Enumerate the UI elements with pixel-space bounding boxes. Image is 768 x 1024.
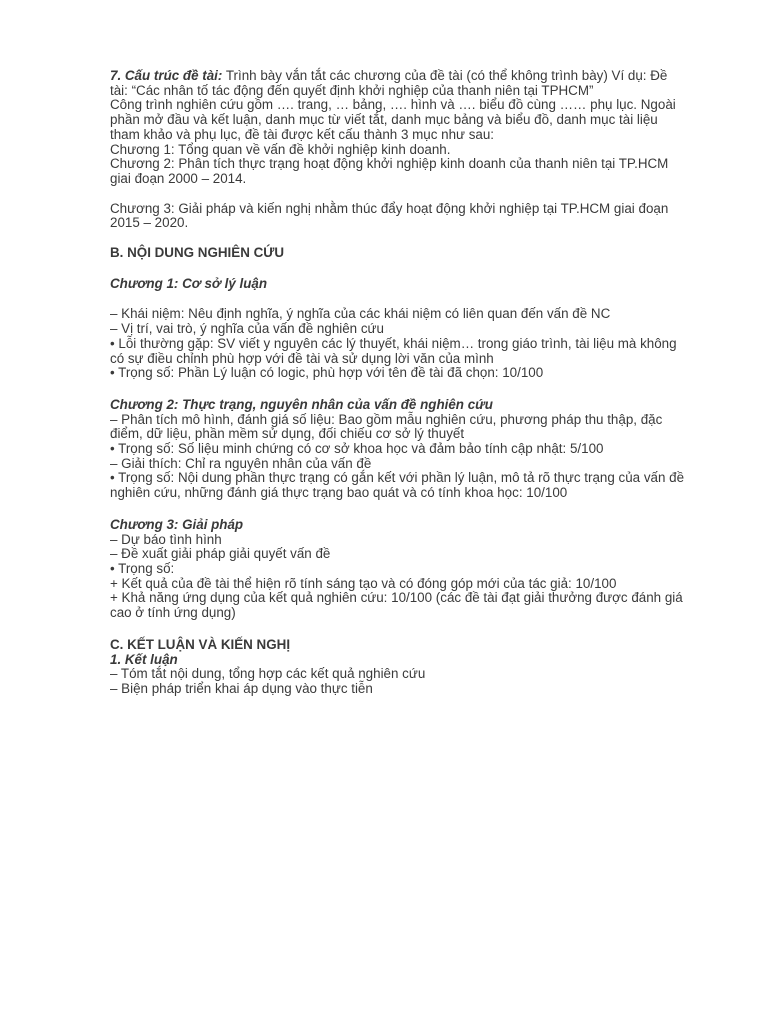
list-item: • Trọng số: Phần Lý luận có logic, phù hợp với tên đề tài đã chọn: 10/100 xyxy=(110,365,544,381)
list-item: • Lỗi thường gặp: SV viết y nguyên các lý thuyết, khái niệm… trong giáo trình, tài liệu mà không xyxy=(110,335,677,351)
list-item: – Tóm tắt nội dung, tổng hợp các kết quả nghiên cứu xyxy=(110,666,426,682)
list-item: + Khả năng ứng dụng của kết quả nghiên cứu: 10/100 (các đề tài đạt giải thưởng được đánh giá xyxy=(110,590,683,606)
document-page xyxy=(110,69,695,697)
spacer xyxy=(110,501,695,518)
spacer xyxy=(110,187,695,202)
list-item: có sự điều chỉnh phù hợp với đề tài và sử dụng lời văn của mình xyxy=(110,350,494,366)
chapter-title: Chương 2: Thực trạng, nguyên nhân của vấn đề nghiên cứu xyxy=(110,396,493,412)
list-item: – Dự báo tình hình xyxy=(110,531,222,547)
list-item: – Vị trí, vai trò, ý nghĩa của vấn đề nghiên cứu xyxy=(110,321,384,337)
paragraph-line: Công trình nghiên cứu gồm …. trang, … bảng, …. hình và …. biểu đồ cùng …… phụ lục. Ngoài xyxy=(110,97,676,113)
paragraph-line: tham khảo và phụ lục, đề tài được kết cấu thành 3 mục như sau: xyxy=(110,126,495,142)
chapter-title: Chương 1: Cơ sở lý luận xyxy=(110,275,268,291)
subsection-title: 1. Kết luận xyxy=(110,651,178,667)
list-item: – Khái niệm: Nêu định nghĩa, ý nghĩa của các khái niệm có liên quan đến vấn đề NC xyxy=(110,306,611,322)
paragraph-line: giai đoạn 2000 – 2014. xyxy=(110,170,247,186)
list-item: + Kết quả của đề tài thể hiện rõ tính sáng tạo và có đóng góp mới của tác giả: 10/100 xyxy=(110,575,617,591)
list-item: – Giải thích: Chỉ ra nguyên nhân của vấn đề xyxy=(110,455,372,471)
section-c xyxy=(110,638,695,697)
list-item: – Đề xuất giải pháp giải quyết vấn đề xyxy=(110,546,331,562)
section-heading: C. KẾT LUẬN VÀ KIẾN NGHỊ xyxy=(110,636,291,652)
spacer xyxy=(110,231,695,246)
section-heading: B. NỘI DUNG NGHIÊN CỨU xyxy=(110,245,285,261)
list-item: – Phân tích mô hình, đánh giá số liệu: Bao gồm mẫu nghiên cứu, phương pháp thu thập, đặc xyxy=(110,411,663,427)
list-item: • Trọng số: Nội dung phần thực trạng có gắn kết với phần lý luận, mô tả rõ thực trạng của vấn đề xyxy=(110,470,685,486)
list-item: • Trọng số: Số liệu minh chứng có cơ sở khoa học và đảm bảo tính cập nhật: 5/100 xyxy=(110,441,604,457)
spacer xyxy=(110,381,695,398)
list-item: cao ở tính ứng dụng) xyxy=(110,605,236,621)
section-7-first-line xyxy=(110,69,695,84)
spacer xyxy=(110,291,695,307)
list-item: – Biện pháp triển khai áp dụng vào thực tiễn xyxy=(110,680,373,696)
paragraph-line: tài: “Các nhân tố tác động đến quyết định khởi nghiệp của thanh niên tại TPHCM” xyxy=(110,82,594,98)
paragraph-line: Chương 2: Phân tích thực trạng hoạt động khởi nghiệp kinh doanh của thanh niên tại TP.HCM xyxy=(110,156,669,172)
list-item: điểm, dữ liệu, phần mềm sử dụng, đối chiếu cơ sở lý thuyết xyxy=(110,426,465,442)
section-7-label: 7. Cấu trúc đề tài: xyxy=(110,68,223,83)
paragraph-line: 2015 – 2020. xyxy=(110,215,189,231)
list-item: • Trọng số: xyxy=(110,560,175,576)
spacer xyxy=(110,261,695,277)
paragraph-line: Chương 3: Giải pháp và kiến nghị nhằm thúc đẩy hoạt động khởi nghiệp tại TP.HCM giai đoạn xyxy=(110,200,669,216)
section-b xyxy=(110,246,695,621)
list-item: nghiên cứu, những đánh giá thực trạng bao quát và có tính khoa học: 10/100 xyxy=(110,485,568,501)
section-7 xyxy=(110,69,695,231)
spacer xyxy=(110,621,695,638)
paragraph-line: Trình bày vắn tắt các chương của đề tài (có thể không trình bày) Ví dụ: Đề xyxy=(222,68,668,83)
paragraph-line: Chương 1: Tổng quan về vấn đề khởi nghiệp kinh doanh. xyxy=(110,141,451,157)
chapter-title: Chương 3: Giải pháp xyxy=(110,516,244,532)
paragraph-line: phần mở đầu và kết luận, danh mục từ viết tắt, danh mục bảng và biểu đồ, danh mục tài liệu xyxy=(110,112,658,128)
